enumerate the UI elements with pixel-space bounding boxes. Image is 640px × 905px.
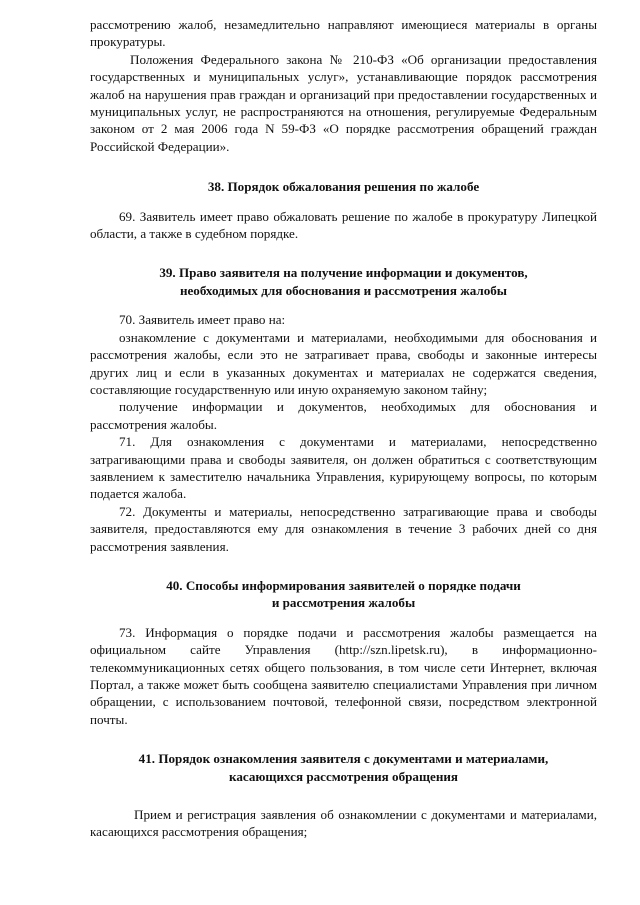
paragraph-41-reception: Прием и регистрация заявления об ознакомлении с документами и материалами, касающихся рассмотрения обращения;: [90, 807, 597, 840]
paragraph-70-item-1: ознакомление с документами и материалами, необходимыми для обоснования и рассмотрения жалобы, если это не затрагивает права, свободы и законные интересы других лиц и если в указанных документах и материалах не содержатся сведения, составляющие государственную или иную охраняемую законом тайну;: [90, 329, 597, 397]
paragraph-70: 70. Заявитель имеет право на:: [119, 312, 286, 328]
section-39-title-line-1: 39. Право заявителя на получение информации и документов,: [159, 265, 528, 281]
section-38-title: 38. Порядок обжалования решения по жалобе: [207, 179, 480, 195]
section-41-title-line-1: 41. Порядок ознакомления заявителя с документами и материалами,: [138, 751, 549, 767]
paragraph-73: 73. Информация о порядке подачи и рассмотрения жалобы размещается на официальном сайте Управления (http://szn.lipetsk.ru), в информационно-телекоммуникационных сетях общего пользования, в том числе сети Интернет, включая Портал, а также может быть сообщена заявителю специалистами Управления при личном обращении, с использованием почтовой, телефонной связи, посредством электронной почты.: [90, 624, 597, 727]
section-41-title-line-2: касающихся рассмотрения обращения: [228, 768, 459, 784]
section-41-title: [90, 750, 597, 785]
section-40-title-line-1: 40. Способы информирования заявителей о порядке подачи: [166, 577, 521, 593]
paragraph-69: 69. Заявитель имеет право обжаловать решение по жалобе в прокуратуру Липецкой области, а также в судебном порядке.: [90, 208, 597, 242]
section-39-title-line-2: необходимых для обоснования и рассмотрения жалобы: [179, 282, 508, 298]
paragraph-70-item-2: получение информации и документов, необходимых для обоснования и рассмотрения жалобы.: [90, 399, 597, 432]
paragraph-continuation: рассмотрению жалоб, незамедлительно направляют имеющиеся материалы в органы прокуратуры.: [90, 17, 597, 50]
section-39-title: [90, 264, 597, 299]
paragraph-law-210: Положения Федерального закона № 210-ФЗ «Об организации предоставления государственных и муниципальных услуг», устанавливающие порядок рассмотрения жалоб на нарушения прав граждан и организаций при предоставлении государственных и муниципальных услуг, не распространяются на отношения, регулируемые Федеральным законом от 2 мая 2006 года N 59-ФЗ «О порядке рассмотрения обращений граждан Российской Федерации».: [90, 51, 597, 154]
section-40-title-line-2: и рассмотрения жалобы: [271, 595, 416, 611]
section-40-title: [90, 577, 597, 612]
paragraph-71: 71. Для ознакомления с документами и материалами, непосредственно затрагивающими права и свободы заявителя, он должен обратиться с соответствующим заявлением к заместителю начальника Управления, курирующему вопросы, по которым подается жалоба.: [90, 434, 597, 502]
paragraph-72: 72. Документы и материалы, непосредственно затрагивающие права и свободы заявителя, предоставляются ему для ознакомления в течение 3 рабочих дней со дня рассмотрения заявления.: [90, 503, 597, 554]
document-page: [90, 16, 597, 841]
